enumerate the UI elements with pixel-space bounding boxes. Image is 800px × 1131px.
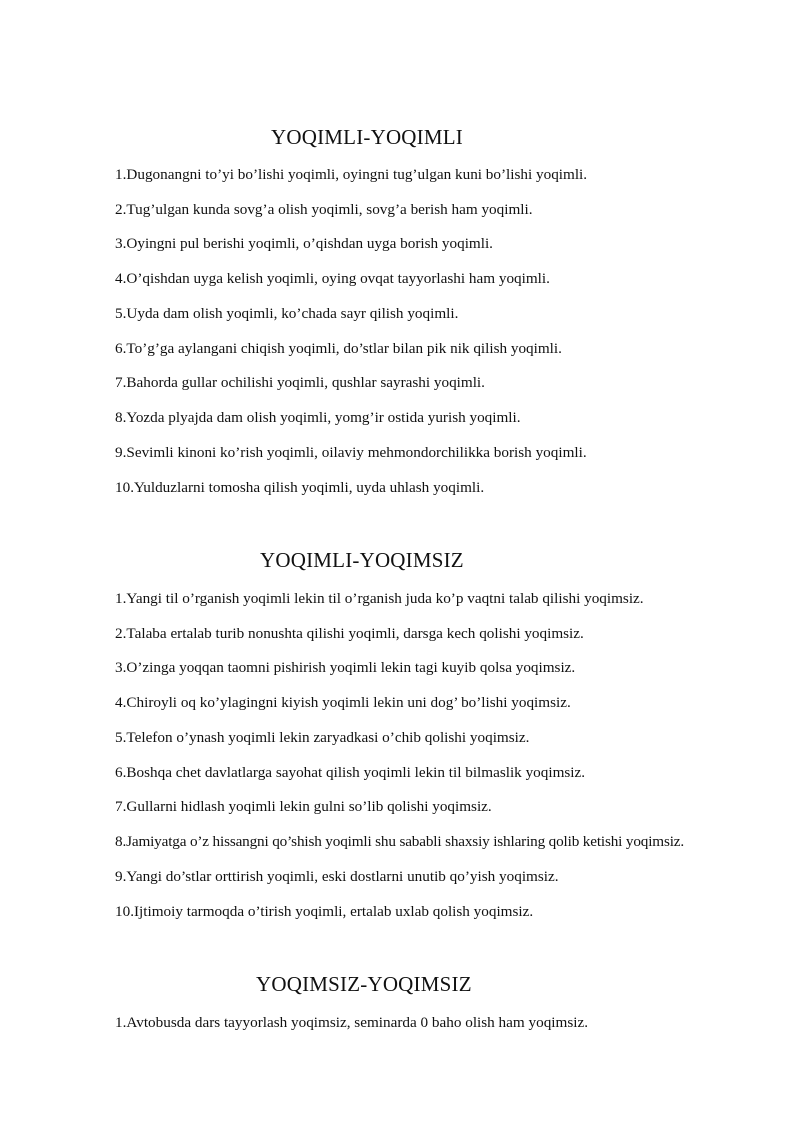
- list-item: 3.O’zinga yoqqan taomni pishirish yoqimli lekin tagi kuyib qolsa yoqimsiz.: [115, 659, 576, 676]
- list-item: 7.Bahorda gullar ochilishi yoqimli, qushlar sayrashi yoqimli.: [115, 374, 485, 391]
- list-item: 6.To’g’ga aylangani chiqish yoqimli, do’stlar bilan pik nik qilish yoqimli.: [115, 340, 562, 357]
- section-heading-yoqimli-yoqimli: YOQIMLI-YOQIMLI: [271, 125, 463, 149]
- section-heading-yoqimli-yoqimsiz: YOQIMLI-YOQIMSIZ: [260, 548, 464, 572]
- list-item: 1.Yangi til o’rganish yoqimli lekin til o’rganish juda ko’p vaqtni talab qilishi yoqimsiz.: [115, 590, 644, 607]
- list-item: 9.Yangi do’stlar orttirish yoqimli, eski dostlarni unutib qo’yish yoqimsiz.: [115, 868, 559, 885]
- list-item: 8.Yozda plyajda dam olish yoqimli, yomg’ir ostida yurish yoqimli.: [115, 409, 521, 426]
- list-item: 4.O’qishdan uyga kelish yoqimli, oying ovqat tayyorlashi ham yoqimli.: [115, 270, 550, 287]
- list-item: 3.Oyingni pul berishi yoqimli, o’qishdan uyga borish yoqimli.: [115, 235, 493, 252]
- list-item: 10.Ijtimoiy tarmoqda o’tirish yoqimli, ertalab uxlab qolish yoqimsiz.: [115, 903, 534, 920]
- list-item: 5.Telefon o’ynash yoqimli lekin zaryadkasi o’chib qolishi yoqimsiz.: [115, 729, 530, 746]
- list-item: 1.Avtobusda dars tayyorlash yoqimsiz, seminarda 0 baho olish ham yoqimsiz.: [115, 1014, 588, 1031]
- list-item: 5.Uyda dam olish yoqimli, ko’chada sayr qilish yoqimli.: [115, 305, 459, 322]
- list-item: 2.Talaba ertalab turib nonushta qilishi yoqimli, darsga kech qolishi yoqimsiz.: [115, 625, 584, 642]
- list-item: 4.Chiroyli oq ko’ylagingni kiyish yoqimli lekin uni dog’ bo’lishi yoqimsiz.: [115, 694, 571, 711]
- list-item: 8.Jamiyatga o’z hissangni qo’shish yoqimli shu sababli shaxsiy ishlaring qolib ketishi yoqimsiz.: [115, 833, 685, 850]
- list-item: 6.Boshqa chet davlatlarga sayohat qilish yoqimli lekin til bilmaslik yoqimsiz.: [115, 764, 586, 781]
- list-item: 1.Dugonangni to’yi bo’lishi yoqimli, oyingni tug’ulgan kuni bo’lishi yoqimli.: [115, 166, 588, 183]
- list-item: 7.Gullarni hidlash yoqimli lekin gulni so’lib qolishi yoqimsiz.: [115, 798, 492, 815]
- list-item: 10.Yulduzlarni tomosha qilish yoqimli, uyda uhlash yoqimli.: [115, 479, 485, 496]
- list-item: 2.Tug’ulgan kunda sovg’a olish yoqimli, sovg’a berish ham yoqimli.: [115, 201, 533, 218]
- list-item: 9.Sevimli kinoni ko’rish yoqimli, oilaviy mehmondorchilikka borish yoqimli.: [115, 444, 587, 461]
- section-heading-yoqimsiz-yoqimsiz: YOQIMSIZ-YOQIMSIZ: [256, 972, 472, 996]
